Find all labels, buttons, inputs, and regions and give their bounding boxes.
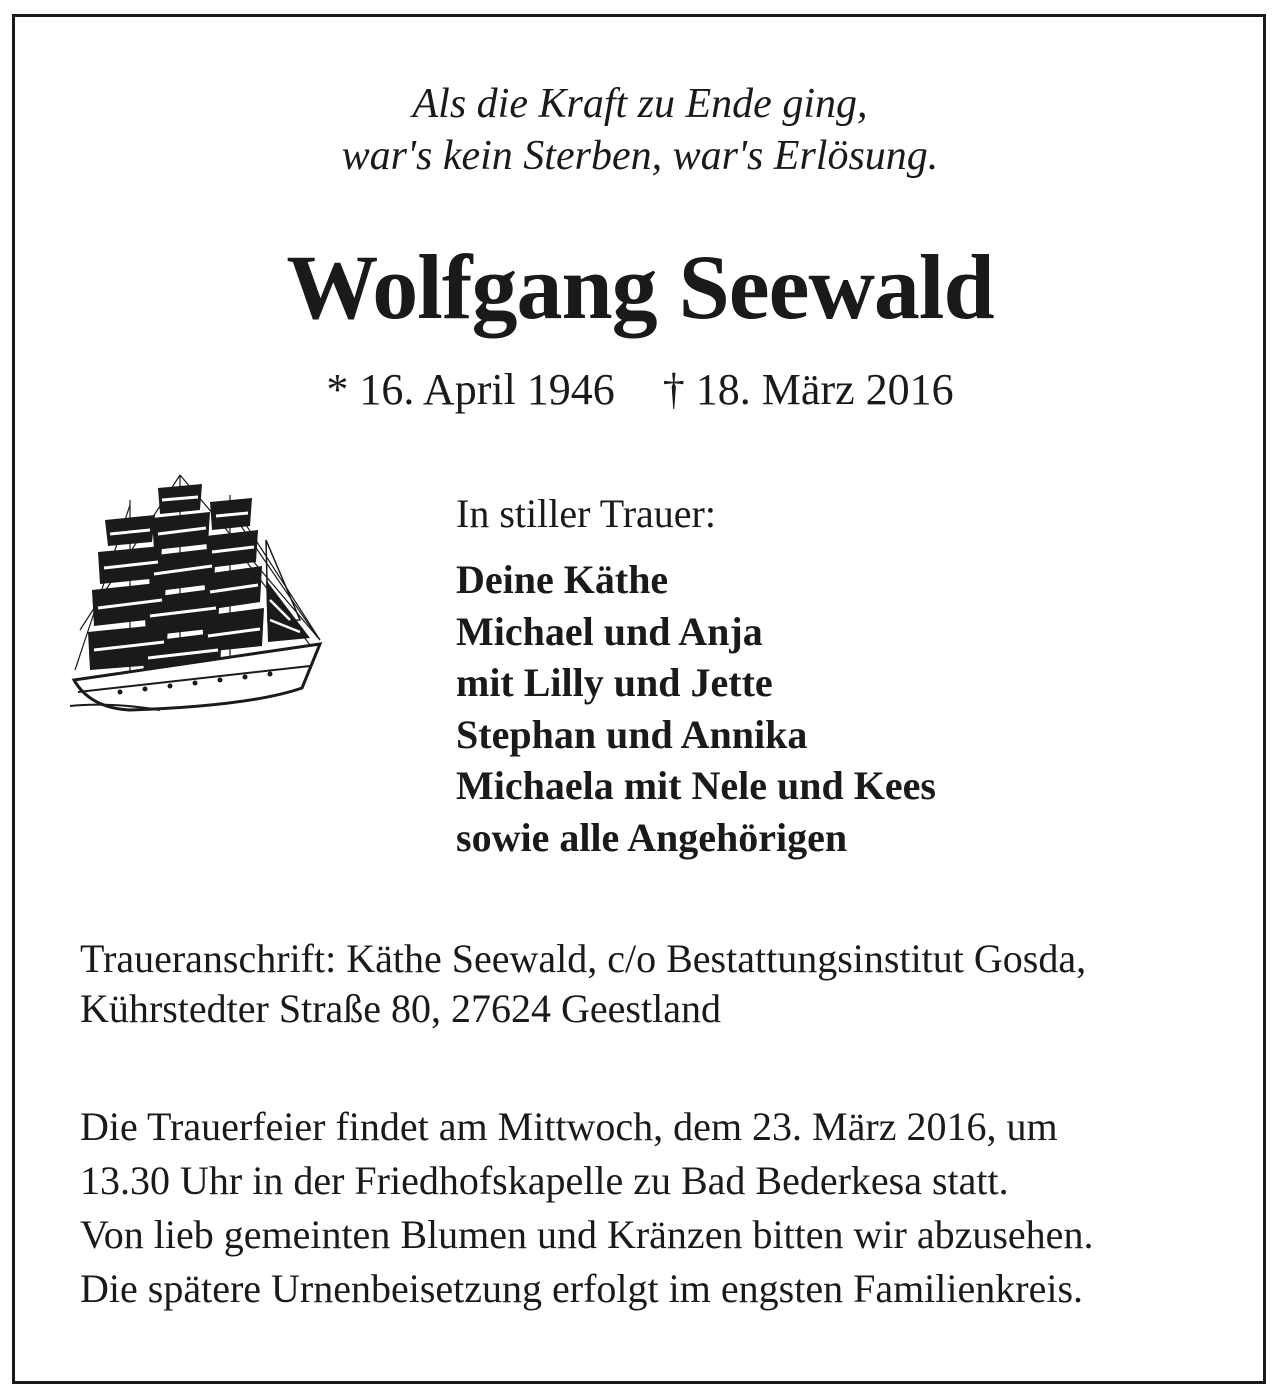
funeral-notice-line-3: Von lieb gemeinten Blumen und Kränzen bitten wir abzusehen. [80, 1212, 1094, 1257]
memorial-quote-line-2: war's kein Sterben, war's Erlösung. [341, 133, 939, 179]
funeral-notice [80, 1100, 1093, 1316]
sailing-ship-icon [70, 470, 330, 720]
mourner-entry: Michael und Anja [456, 608, 763, 654]
funeral-notice-line-1: Die Trauerfeier findet am Mittwoch, dem 23. März 2016, um [80, 1104, 1058, 1149]
birth-date: * 16. April 1946 [326, 365, 615, 414]
mourners-list [456, 554, 936, 863]
mourner-entry: Deine Käthe [456, 557, 669, 602]
funeral-notice-line-2: 13.30 Uhr in der Friedhofskapelle zu Bad Bederkesa statt. [80, 1158, 1009, 1203]
memorial-quote [0, 78, 1280, 182]
mourning-intro: In stiller Trauer: [456, 491, 716, 536]
mourner-entry: mit Lilly und Jette [456, 660, 773, 705]
deceased-name: Wolfgang Seewald [286, 236, 994, 338]
condolence-address-line-1: Traueranschrift: Käthe Seewald, c/o Bestattungsinstitut Gosda, [80, 936, 1087, 981]
mourner-entry: sowie alle Angehörigen [456, 814, 848, 860]
life-dates [0, 362, 1280, 418]
mourner-entry: Stephan und Annika [456, 711, 808, 757]
condolence-address-line-2: Kührstedter Straße 80, 27624 Geestland [80, 986, 721, 1031]
funeral-notice-line-4: Die spätere Urnenbeisetzung erfolgt im engsten Familienkreis. [80, 1266, 1084, 1311]
death-date: † 18. März 2016 [662, 365, 954, 414]
memorial-quote-line-1: Als die Kraft zu Ende ging, [412, 81, 868, 127]
mourner-entry: Michaela mit Nele und Kees [456, 763, 936, 808]
condolence-address [80, 934, 1086, 1034]
